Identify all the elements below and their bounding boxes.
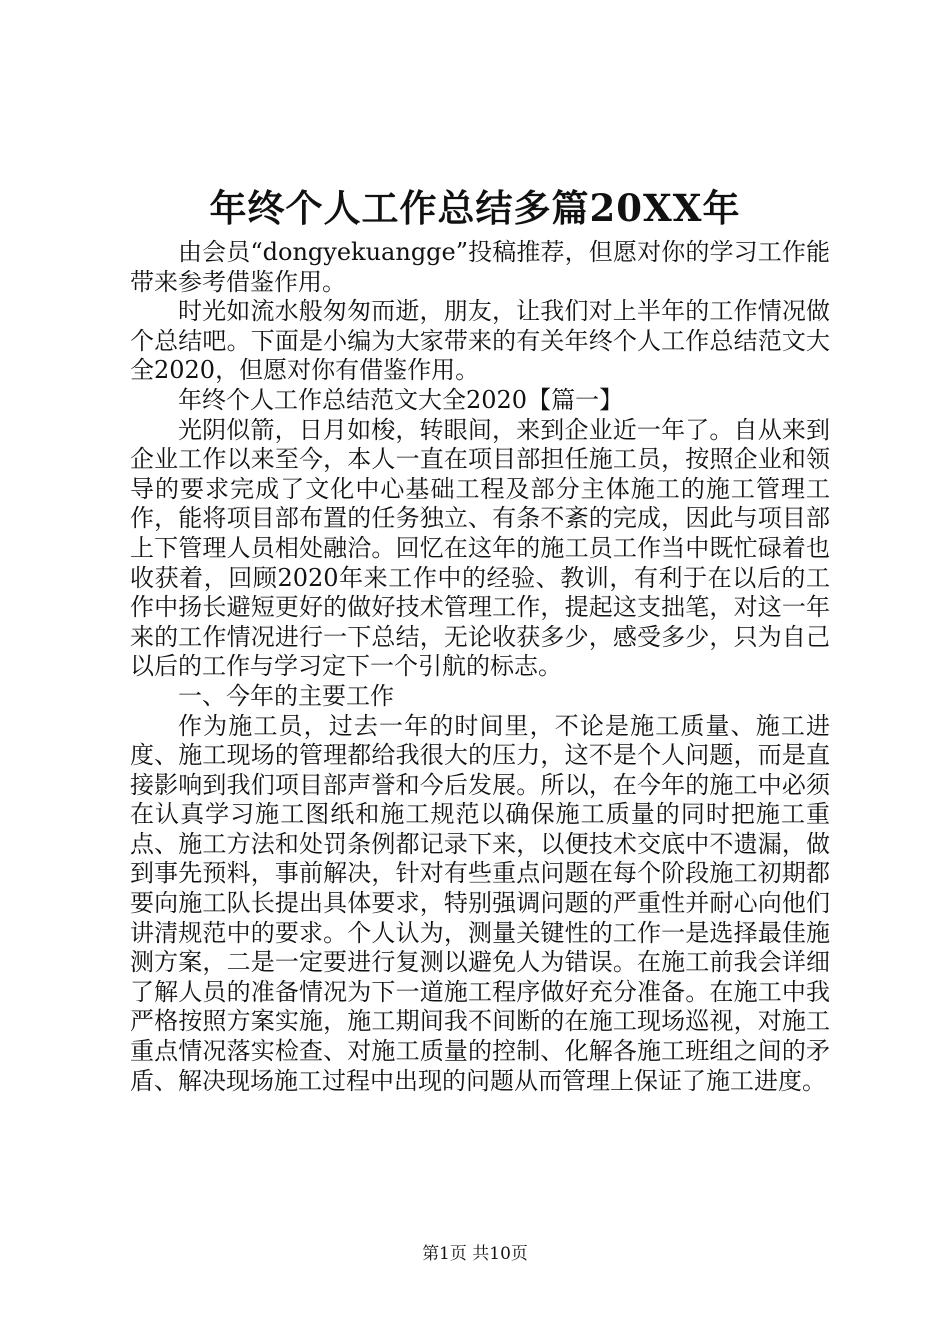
document-title: 年终个人工作总结多篇20XX年 <box>209 186 741 230</box>
summary-paragraph: 时光如流水般匆匆而逝，朋友，让我们对上半年的工作情况做个总结吧。下面是小编为大家带来的有关年终个人工作总结范文大全2020，但愿对你有借鉴作用。 <box>130 297 830 385</box>
document-body <box>130 238 830 1096</box>
body-paragraph: 光阴似箭，日月如梭，转眼间，来到企业近一年了。自从来到企业工作以来至今，本人一直在项目部担任施工员，按照企业和领导的要求完成了文化中心基础工程及部分主体施工的施工管理工作，能将项目部布置的任务独立、有条不紊的完成，因此与项目部上下管理人员相处融洽。回忆在这年的施工员工作当中既忙碌着也收获着，回顾2020年来工作中的经验、教训，有利于在以后的工作中扬长避短更好的做好技术管理工作，提起这支拙笔，对这一年来的工作情况进行一下总结，无论收获多少，感受多少，只为自己以后的工作与学习定下一个引航的标志。 <box>130 415 830 681</box>
subsection-heading: 一、今年的主要工作 <box>178 681 394 710</box>
intro-paragraph: 由会员“dongyekuangge”投稿推荐，但愿对你的学习工作能带来参考借鉴作用。 <box>130 238 830 296</box>
page-number-footer: 第1页 共10页 <box>422 1244 528 1264</box>
section-heading: 年终个人工作总结范文大全2020【篇一】 <box>178 385 624 414</box>
body-paragraph: 作为施工员，过去一年的时间里，不论是施工质量、施工进度、施工现场的管理都给我很大的压力，这不是个人问题，而是直接影响到我们项目部声誉和今后发展。所以，在今年的施工中必须在认真学习施工图纸和施工规范以确保施工质量的同时把施工重点、施工方法和处罚条例都记录下来，以便技术交底中不遗漏，做到事先预料，事前解决，针对有些重点问题在每个阶段施工初期都要向施工队长提出具体要求，特别强调问题的严重性并耐心向他们讲清规范中的要求。个人认为，测量关键性的工作一是选择最佳施测方案，二是一定要进行复测以避免人为错误。在施工前我会详细了解人员的准备情况为下一道施工程序做好充分准备。在施工中我严格按照方案实施，施工期间我不间断的在施工现场巡视，对施工重点情况落实检查、对施工质量的控制、化解各施工班组之间的矛盾、解决现场施工过程中出现的问题从而管理上保证了施工进度。 <box>130 711 830 1095</box>
